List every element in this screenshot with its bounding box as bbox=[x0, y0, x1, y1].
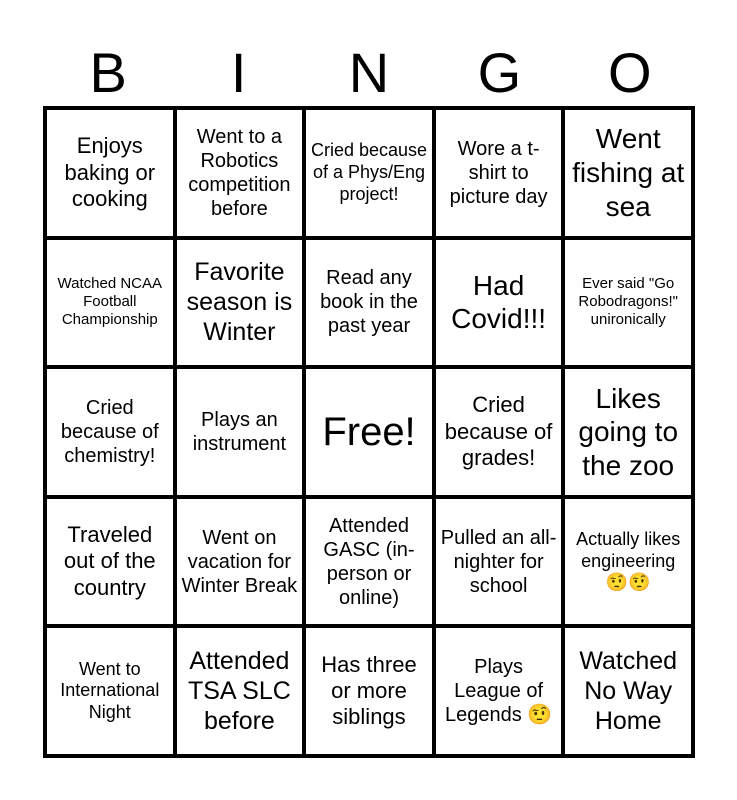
bingo-cell-r4c4[interactable] bbox=[434, 497, 564, 627]
bingo-cell-r5c5[interactable] bbox=[563, 626, 693, 756]
bingo-cell-r1c3[interactable] bbox=[304, 108, 434, 238]
header-letter-b: B bbox=[89, 41, 127, 104]
cell-text: Cried because of a Phys/Eng project! bbox=[310, 140, 428, 204]
bingo-cell-r2c4[interactable] bbox=[434, 238, 564, 368]
cell-text: Watched No Way Home bbox=[579, 647, 678, 736]
cell-text: Ever said "Go Robodragons!" unironically bbox=[578, 275, 678, 329]
header-letter-o: O bbox=[608, 41, 652, 104]
bingo-cell-r5c1[interactable] bbox=[45, 626, 175, 756]
cell-text: Traveled out of the country bbox=[63, 522, 156, 600]
bingo-cell-r3c2[interactable] bbox=[175, 367, 305, 497]
cell-text: Watched NCAA Football Championship bbox=[57, 275, 163, 329]
bingo-cell-r1c4[interactable] bbox=[434, 108, 564, 238]
header-letter-n: N bbox=[348, 41, 390, 104]
cell-text: Went fishing at sea bbox=[572, 123, 685, 222]
cell-text: Attended TSA SLC before bbox=[187, 647, 291, 736]
bingo-cell-r5c4[interactable] bbox=[434, 626, 564, 756]
bingo-cell-r3c1[interactable] bbox=[45, 367, 175, 497]
cell-text: Favorite season is Winter bbox=[186, 258, 293, 347]
cell-text: Plays an instrument bbox=[192, 408, 287, 455]
bingo-grid bbox=[43, 106, 695, 758]
bingo-cell-r3c4[interactable] bbox=[434, 367, 564, 497]
bingo-cell-r5c2[interactable] bbox=[175, 626, 305, 756]
cell-text: Went to a Robotics competition before bbox=[188, 125, 291, 220]
cell-text: Actually likes engineering 🤨🤨 bbox=[576, 529, 681, 593]
cell-text: Plays League of Legends 🤨 bbox=[444, 656, 553, 727]
cell-text: Attended GASC (in-person or online) bbox=[323, 514, 415, 609]
bingo-cell-r4c3[interactable] bbox=[304, 497, 434, 627]
cell-text: Has three or more siblings bbox=[321, 651, 417, 730]
cell-text: Went on vacation for Winter Break bbox=[181, 526, 298, 597]
bingo-cell-r2c2[interactable] bbox=[175, 238, 305, 368]
cell-text: Had Covid!!! bbox=[451, 269, 547, 335]
cell-text: Likes going to the zoo bbox=[578, 382, 679, 481]
bingo-cell-r1c5[interactable] bbox=[563, 108, 693, 238]
cell-text: Enjoys baking or cooking bbox=[64, 133, 156, 211]
cell-text: Pulled an all-nighter for school bbox=[440, 526, 557, 597]
cell-text: Went to International Night bbox=[60, 658, 160, 722]
header-letter-i: I bbox=[230, 41, 247, 104]
bingo-cell-r2c5[interactable] bbox=[563, 238, 693, 368]
cell-text: Cried because of grades! bbox=[444, 392, 553, 471]
cell-text: Read any book in the past year bbox=[320, 267, 418, 338]
bingo-header bbox=[43, 38, 695, 108]
bingo-cell-r4c1[interactable] bbox=[45, 497, 175, 627]
cell-text: Cried because of chemistry! bbox=[60, 396, 159, 467]
bingo-cell-r4c2[interactable] bbox=[175, 497, 305, 627]
bingo-cell-r1c1[interactable] bbox=[45, 108, 175, 238]
bingo-cell-r1c2[interactable] bbox=[175, 108, 305, 238]
bingo-cell-r3c3[interactable] bbox=[304, 367, 434, 497]
bingo-cell-r5c3[interactable] bbox=[304, 626, 434, 756]
cell-text: Wore a t-shirt to picture day bbox=[449, 137, 548, 208]
free-space: Free! bbox=[322, 409, 416, 454]
bingo-cell-r3c5[interactable] bbox=[563, 367, 693, 497]
bingo-cell-r2c3[interactable] bbox=[304, 238, 434, 368]
header-letter-g: G bbox=[477, 41, 522, 104]
bingo-cell-r4c5[interactable] bbox=[563, 497, 693, 627]
bingo-cell-r2c1[interactable] bbox=[45, 238, 175, 368]
